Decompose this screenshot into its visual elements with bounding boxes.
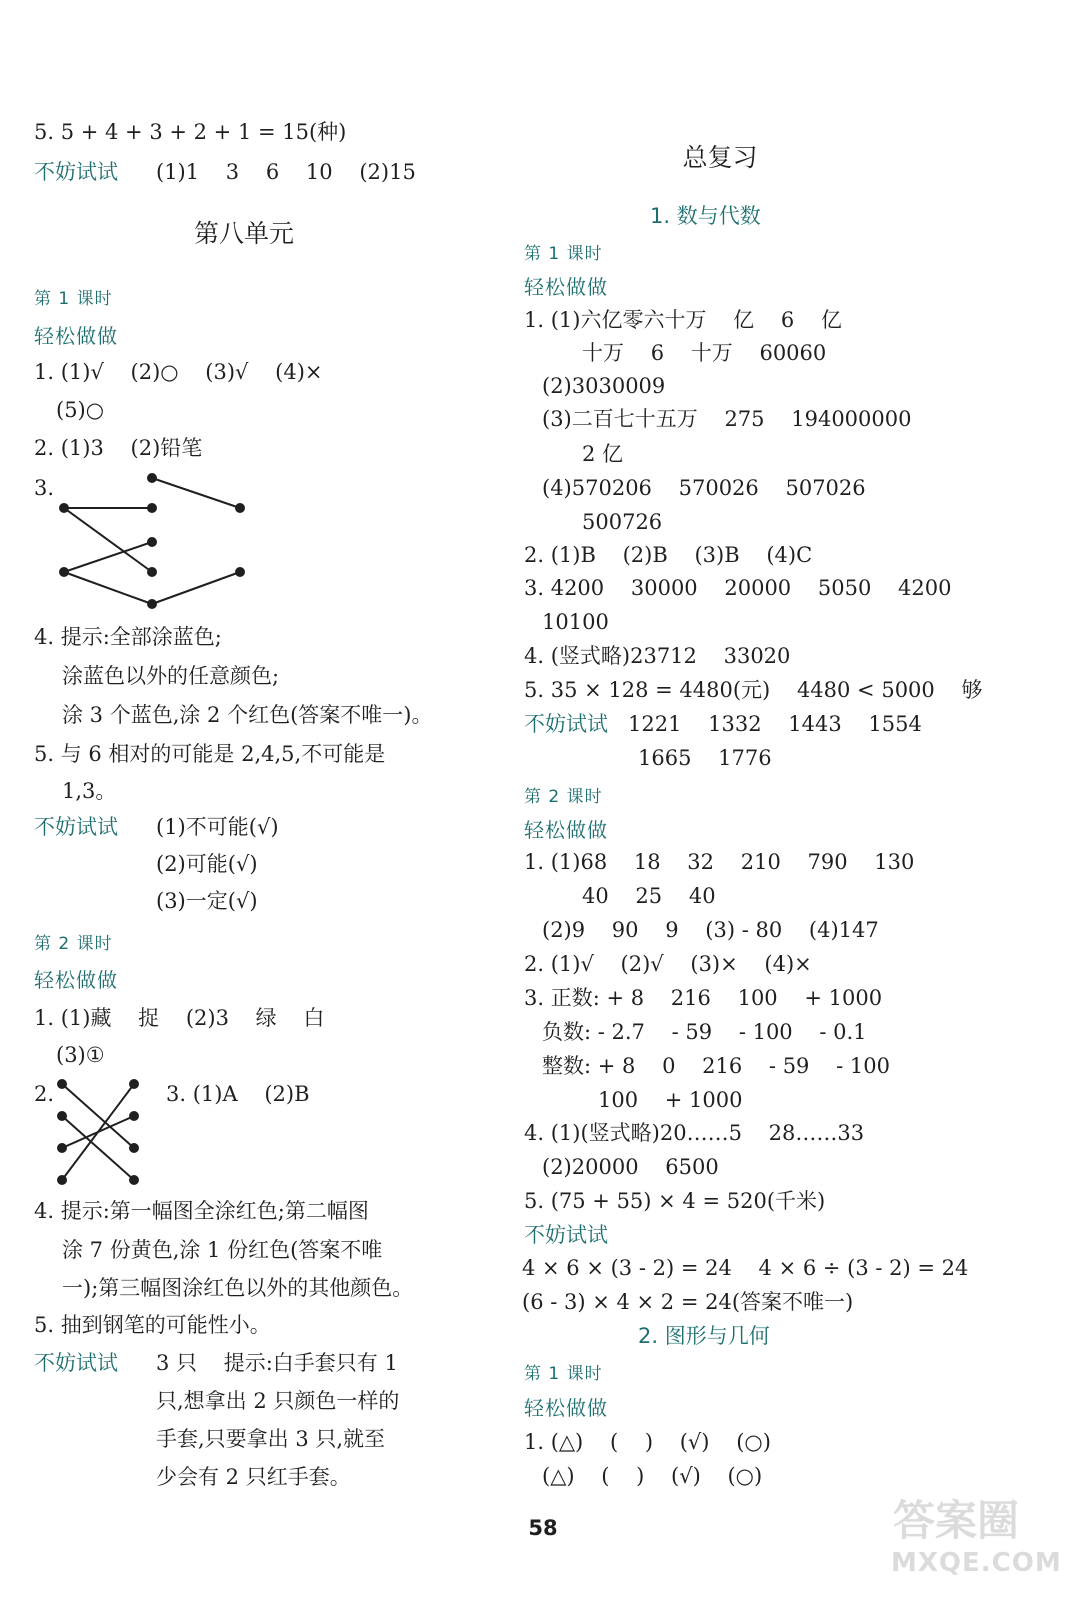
match-dot [57, 1143, 67, 1153]
try-label: 不妨试试 [524, 712, 608, 736]
answer-line: 3. (1)A (2)B [166, 1082, 310, 1106]
answer-line: (1)不可能(√) [156, 815, 279, 839]
try-label: 不妨试试 [34, 1351, 118, 1375]
lesson-label: 第 1 课时 [34, 289, 113, 309]
matching-diagram-1 [34, 470, 274, 615]
answer-line: 涂 3 个蓝色,涂 2 个红色(答案不唯一)。 [62, 703, 433, 727]
answer-line: (1)1 3 6 10 (2)15 [156, 160, 416, 184]
answer-line: 4. (竖式略)23712 33020 [524, 644, 791, 668]
answer-line: 3. 4200 30000 20000 5050 4200 [524, 576, 952, 600]
answer-line: (3)一定(√) [156, 889, 258, 913]
matching-diagram-2 [44, 1076, 164, 1186]
watermark-top-text: 答案圈 [893, 1496, 1020, 1545]
match-dot [147, 473, 157, 483]
try-label: 不妨试试 [34, 815, 118, 839]
answer-line: 1. (1)√ (2)○ (3)√ (4)× [34, 360, 323, 384]
answer-line: 10100 [542, 610, 609, 634]
answer-line: 3 只 提示:白手套只有 1 [156, 1351, 398, 1375]
match-dot [129, 1175, 139, 1185]
answer-line: 1. (1)六亿零六十万 亿 6 亿 [524, 308, 842, 332]
answer-line: (3)二百七十五万 275 194000000 [542, 407, 912, 431]
answer-line: (5)○ [56, 398, 105, 422]
match-dot [129, 1143, 139, 1153]
answer-line: 4 × 6 × (3 - 2) = 24 4 × 6 ÷ (3 - 2) = 24 [522, 1256, 969, 1280]
answer-line: 500726 [582, 510, 663, 534]
match-dot [147, 599, 157, 609]
match-dot [59, 503, 69, 513]
match-dot [57, 1175, 67, 1185]
lesson-subtitle: 轻松做做 [524, 275, 608, 299]
answer-line: 2. (1)B (2)B (3)B (4)C [524, 543, 813, 567]
unit-title: 第八单元 [193, 219, 294, 248]
answer-line: (4)570206 570026 507026 [542, 476, 866, 500]
answer-line: 5. 35 × 128 = 4480(元) 4480 < 5000 够 [524, 678, 983, 702]
answer-line: 2. (1)√ (2)√ (3)× (4)× [524, 952, 812, 976]
try-label: 不妨试试 [34, 160, 118, 184]
answer-line: 只,想拿出 2 只颜色一样的 [156, 1389, 400, 1413]
answer-line: 1. (△) ( ) (√) (○) [524, 1430, 771, 1454]
answer-line: 整数: + 8 0 216 - 59 - 100 [542, 1054, 890, 1078]
answer-line: 涂 7 份黄色,涂 1 份红色(答案不唯 [62, 1238, 383, 1262]
answer-line: (2)9 90 9 (3) - 80 (4)147 [542, 918, 879, 942]
lesson-subtitle: 轻松做做 [524, 1396, 608, 1420]
watermark-bottom-text: MXQE.COM [891, 1548, 1062, 1578]
try-label: 不妨试试 [524, 1223, 608, 1247]
match-dot [235, 567, 245, 577]
answer-line: 负数: - 2.7 - 59 - 100 - 0.1 [542, 1020, 867, 1044]
lesson-label: 第 1 课时 [524, 244, 603, 264]
answer-line: 40 25 40 [582, 884, 716, 908]
answer-line: 涂蓝色以外的任意颜色; [62, 664, 280, 688]
lesson-label: 第 2 课时 [34, 934, 113, 954]
answer-line: 4. 提示:全部涂蓝色; [34, 625, 222, 649]
answer-line: (2)20000 6500 [542, 1155, 719, 1179]
answer-line: 4. 提示:第一幅图全涂红色;第二幅图 [34, 1199, 369, 1223]
answer-line: 一);第三幅图涂红色以外的其他颜色。 [62, 1276, 414, 1300]
watermark-logo [885, 1486, 1075, 1590]
match-dot [235, 503, 245, 513]
answer-line: 1221 1332 1443 1554 [628, 712, 922, 736]
match-dot [147, 567, 157, 577]
answer-line: 1. (1)藏 捉 (2)3 绿 白 [34, 1006, 325, 1030]
answer-line: 少会有 2 只红手套。 [156, 1465, 351, 1489]
answer-line: 2. (1)3 (2)铅笔 [34, 436, 203, 460]
match-dot [57, 1111, 67, 1121]
answer-line: 100 + 1000 [598, 1088, 743, 1112]
answer-line: 1. (1)68 18 32 210 790 130 [524, 850, 915, 874]
section-main-title: 总复习 [682, 143, 758, 172]
lesson-subtitle: 轻松做做 [524, 818, 608, 842]
answer-line: 2. [34, 1082, 55, 1106]
match-dot [59, 567, 69, 577]
answer-line: 4. (1)(竖式略)20……5 28……33 [524, 1121, 865, 1145]
lesson-label: 第 1 课时 [524, 1364, 603, 1384]
page-number: 58 [528, 1516, 558, 1540]
answer-line: 3. [34, 476, 55, 500]
section-title: 2. 图形与几何 [638, 1324, 770, 1348]
match-dot [147, 537, 157, 547]
answer-line: (2)3030009 [542, 374, 666, 398]
answer-line: (6 - 3) × 4 × 2 = 24(答案不唯一) [522, 1290, 854, 1314]
match-dot [129, 1079, 139, 1089]
match-dot [129, 1111, 139, 1121]
answer-line: 5. 抽到钢笔的可能性小。 [34, 1313, 271, 1337]
answer-line: (2)可能(√) [156, 852, 258, 876]
match-dot [57, 1079, 67, 1089]
answer-line: 1665 1776 [638, 746, 772, 770]
answer-line: 1,3。 [62, 779, 117, 803]
answer-line: 手套,只要拿出 3 只,就至 [156, 1427, 386, 1451]
lesson-subtitle: 轻松做做 [34, 968, 118, 992]
answer-line: (3)① [56, 1043, 105, 1067]
answer-line: 十万 6 十万 60060 [582, 341, 827, 365]
lesson-label: 第 2 课时 [524, 787, 603, 807]
answer-line: 5. (75 + 55) × 4 = 520(千米) [524, 1189, 826, 1213]
answer-line: 5. 与 6 相对的可能是 2,4,5,不可能是 [34, 742, 386, 766]
answer-line: 3. 正数: + 8 216 100 + 1000 [524, 986, 883, 1010]
answer-line: 5. 5 + 4 + 3 + 2 + 1 = 15(种) [34, 120, 347, 144]
match-dot [147, 503, 157, 513]
lesson-subtitle: 轻松做做 [34, 324, 118, 348]
section-title: 1. 数与代数 [650, 204, 761, 228]
answer-line: 2 亿 [582, 442, 624, 466]
answer-line: (△) ( ) (√) (○) [542, 1464, 763, 1488]
